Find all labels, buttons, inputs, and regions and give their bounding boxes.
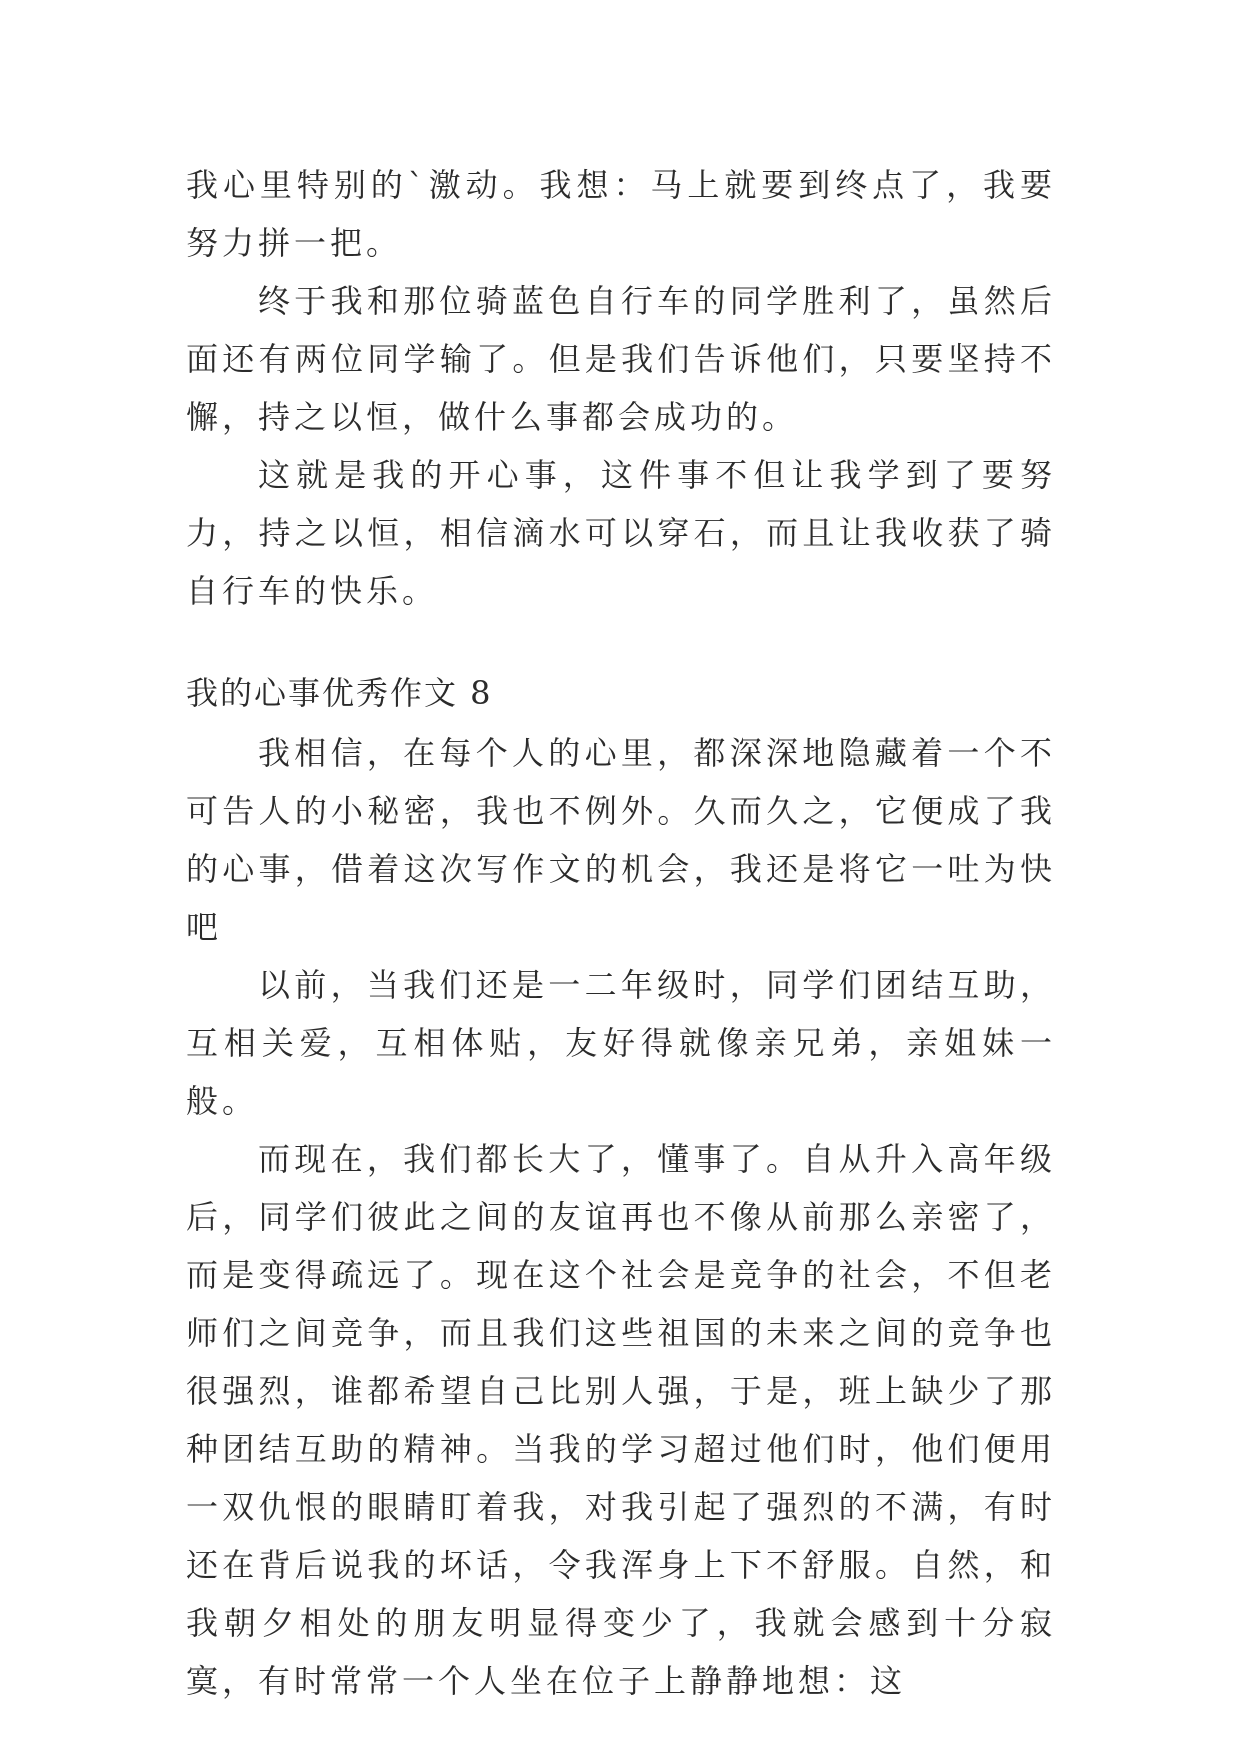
essay-section — [186, 664, 1056, 1710]
paragraph: 以前，当我们还是一二年级时，同学们团结互助，互相关爱，互相体贴，友好得就像亲兄弟，亲姐妹一般。 — [186, 966, 1056, 1120]
essay-continuation — [186, 156, 1056, 620]
paragraph: 我心里特别的`激动。我想：马上就要到终点了，我要努力拼一把。 — [186, 166, 1056, 262]
section-title: 我的心事优秀作文 8 — [186, 674, 493, 712]
paragraph: 终于我和那位骑蓝色自行车的同学胜利了，虽然后面还有两位同学输了。但是我们告诉他们，只要坚持不懈，持之以恒，做什么事都会成功的。 — [186, 282, 1056, 436]
paragraph: 这就是我的开心事，这件事不但让我学到了要努力，持之以恒，相信滴水可以穿石，而且让我收获了骑自行车的快乐。 — [186, 456, 1056, 610]
paragraph: 我相信，在每个人的心里，都深深地隐藏着一个不可告人的小秘密，我也不例外。久而久之，它便成了我的心事，借着这次写作文的机会，我还是将它一吐为快吧 — [186, 734, 1056, 946]
paragraph: 而现在，我们都长大了，懂事了。自从升入高年级后，同学们彼此之间的友谊再也不像从前那么亲密了，而是变得疏远了。现在这个社会是竞争的社会，不但老师们之间竞争，而且我们这些祖国的未来之间的竞争也很强烈，谁都希望自己比别人强，于是，班上缺少了那种团结互助的精神。当我的学习超过他们时，他们便用一双仇恨的眼睛盯着我，对我引起了强烈的不满，有时还在背后说我的坏话，令我浑身上下不舒服。自然，和我朝夕相处的朋友明显得变少了，我就会感到十分寂寞，有时常常一个人坐在位子上静静地想：这 — [186, 1140, 1056, 1700]
